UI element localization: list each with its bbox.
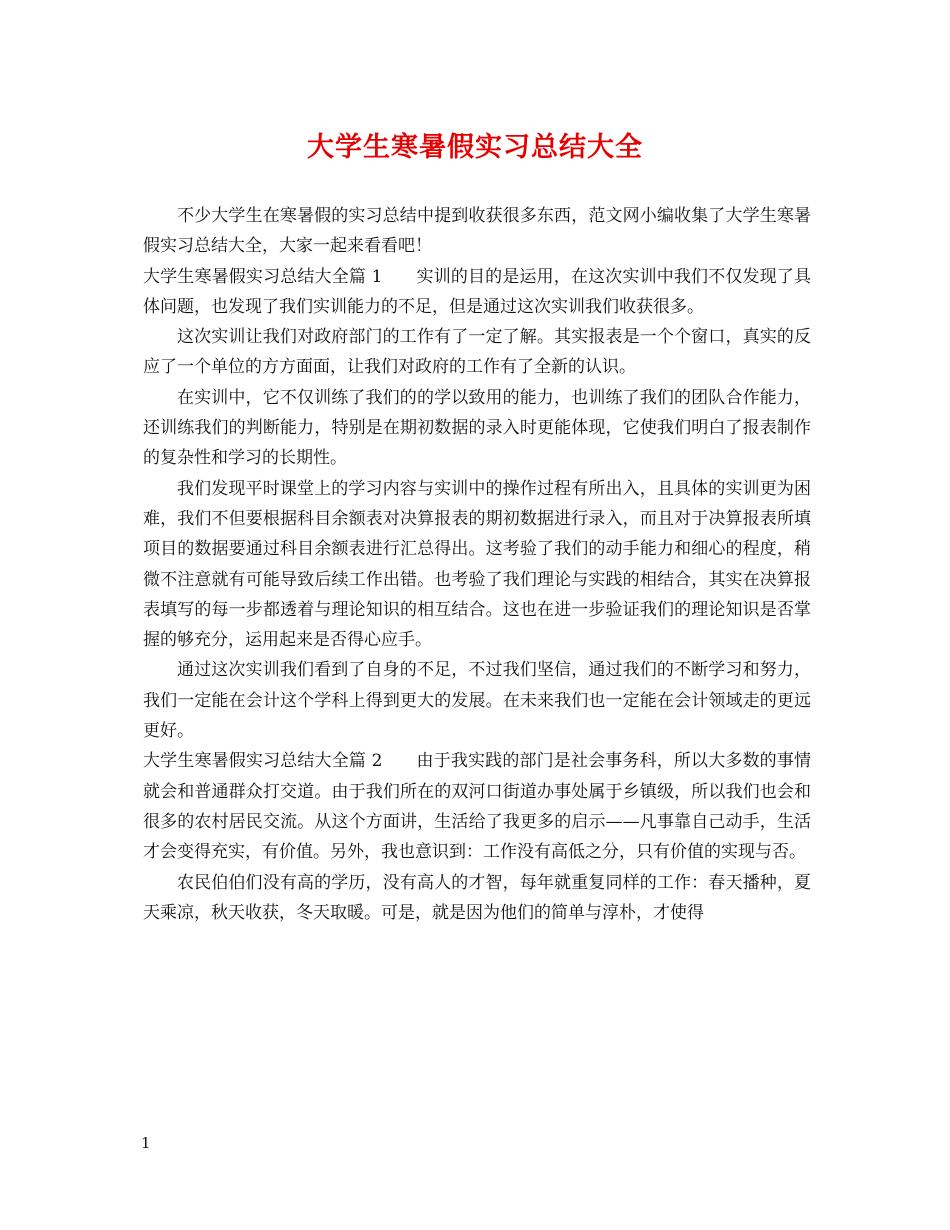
section-2-lead-text: 由于我实践的部门是社会事务科，所以大多数的事情就会和普通群众打交道。由于我们所在的双河口街道办事处属于乡镇级，所以我们也会和很多的农村居民交流。从这个方面讲，生活给了我更多的启示——凡事靠自己动手，生活才会变得充实，有价值。另外，我也意识到：工作没有高低之分，只有价值的实现与否。 bbox=[143, 751, 811, 863]
section-1-paragraph: 我们发现平时课堂上的学习内容与实训中的操作过程有所出入，且具体的实训更为困难，我们不但要根据科目余额表对决算报表的期初数据进行录入，而且对于决算报表所填项目的数据要通过科目余额表进行汇总得出。这考验了我们的动手能力和细心的程度，稍微不注意就有可能导致后续工作出错。也考验了我们理论与实践的相结合，其实在决算报表填写的每一步都透着与理论知识的相互结合。这也在进一步验证我们的理论知识是否掌握的够充分，运用起来是否得心应手。 bbox=[143, 478, 811, 651]
section-2-first-paragraph bbox=[143, 746, 811, 867]
section-1-paragraph: 在实训中，它不仅训练了我们的的学以致用的能力，也训练了我们的团队合作能力，还训练我们的判断能力，特别是在期初数据的录入时更能体现，它使我们明白了报表制作的复杂性和学习的长期性。 bbox=[143, 387, 811, 469]
section-2-heading: 大学生寒暑假实习总结大全篇 2 bbox=[143, 751, 383, 772]
section-1-paragraph: 通过这次实训我们看到了自身的不足，不过我们坚信，通过我们的不断学习和努力，我们一定能在会计这个学科上得到更大的发展。在未来我们也一定能在会计领域走的更远更好。 bbox=[143, 660, 811, 742]
document-title: 大学生寒暑假实习总结大全 bbox=[307, 132, 643, 163]
section-1-paragraph: 这次实训让我们对政府部门的工作有了一定了解。其实报表是一个个窗口，真实的反应了一个单位的方方面面，让我们对政府的工作有了全新的认识。 bbox=[143, 327, 811, 378]
section-1-heading: 大学生寒暑假实习总结大全篇 1 bbox=[143, 266, 383, 287]
document-body bbox=[143, 201, 811, 928]
section-2-paragraph: 农民伯伯们没有高的学历，没有高人的才智，每年就重复同样的工作：春天播种，夏天乘凉，秋天收获，冬天取暖。可是，就是因为他们的简单与淳朴，才使得 bbox=[143, 872, 811, 923]
section-1-lead-text: 实训的目的是运用，在这次实训中我们不仅发现了具体问题，也发现了我们实训能力的不足，但是通过这次实训我们收获很多。 bbox=[143, 266, 811, 317]
page-number: 1 bbox=[141, 1134, 151, 1152]
intro-paragraph: 不少大学生在寒暑假的实习总结中提到收获很多东西，范文网小编收集了大学生寒暑假实习总结大全，大家一起来看看吧！ bbox=[143, 206, 811, 257]
section-1-first-paragraph bbox=[143, 262, 811, 323]
